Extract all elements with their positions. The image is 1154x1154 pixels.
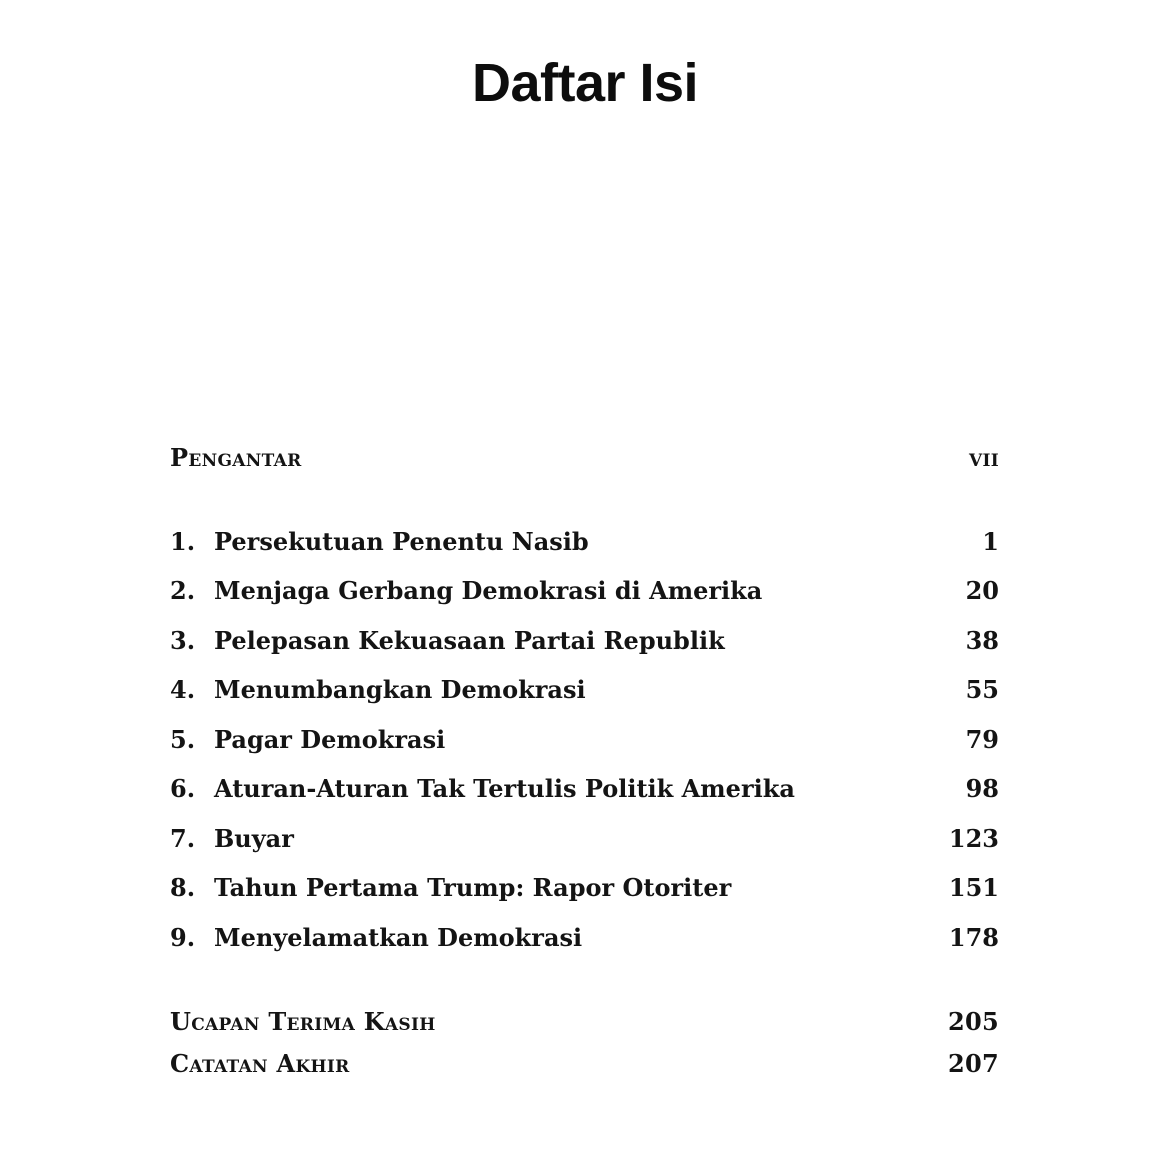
toc-chapter-entry — [170, 673, 999, 705]
chapter-title: Menjaga Gerbang Demokrasi di Amerika — [214, 575, 763, 605]
chapter-number: 9. — [170, 922, 196, 952]
toc-chapter-entry — [170, 871, 999, 903]
chapter-title: Pelepasan Kekuasaan Partai Republik — [214, 625, 725, 655]
chapter-page: 1 — [982, 526, 999, 556]
chapter-title: Pagar Demokrasi — [214, 724, 446, 754]
chapter-title: Tahun Pertama Trump: Rapor Otoriter — [214, 872, 732, 902]
chapter-page: 20 — [965, 575, 999, 605]
toc-chapter-entry — [170, 822, 999, 854]
toc-chapter-entry — [170, 574, 999, 606]
toc-entry-label: Catatan Akhir — [170, 1048, 350, 1078]
chapter-title: Menyelamatkan Demokrasi — [214, 922, 583, 952]
toc-entry-back-matter — [170, 1047, 999, 1079]
toc-chapter-entry — [170, 723, 999, 755]
chapter-title: Persekutuan Penentu Nasib — [214, 526, 589, 556]
chapter-page: 55 — [965, 674, 999, 704]
chapter-title: Buyar — [214, 823, 294, 853]
chapter-number: 2. — [170, 575, 196, 605]
chapter-number: 3. — [170, 625, 196, 655]
toc-entry-page: 205 — [948, 1006, 999, 1036]
toc-entry-label: Ucapan Terima Kasih — [170, 1006, 436, 1036]
chapter-title: Aturan-Aturan Tak Tertulis Politik Amerika — [214, 773, 795, 803]
chapter-title: Menumbangkan Demokrasi — [214, 674, 586, 704]
toc-chapter-entry — [170, 624, 999, 656]
chapter-number: 7. — [170, 823, 196, 853]
toc-entry-page: 207 — [948, 1048, 999, 1078]
toc-entry-label: Pengantar — [170, 442, 302, 472]
chapter-page: 151 — [948, 872, 999, 902]
toc-entry-page: vii — [969, 442, 999, 472]
toc-entry-back-matter — [170, 1005, 999, 1037]
chapter-number: 5. — [170, 724, 196, 754]
chapter-number: 8. — [170, 872, 196, 902]
chapter-number: 6. — [170, 773, 196, 803]
chapter-page: 123 — [948, 823, 999, 853]
chapter-number: 4. — [170, 674, 196, 704]
toc-chapter-entry — [170, 772, 999, 804]
page-title: Daftar Isi — [471, 53, 699, 113]
chapter-page: 79 — [965, 724, 999, 754]
toc-entry-front-matter — [170, 441, 999, 473]
toc-chapter-entry — [170, 921, 999, 953]
chapter-page: 38 — [965, 625, 999, 655]
toc-chapter-entry — [170, 525, 999, 557]
chapter-page: 178 — [948, 922, 999, 952]
chapter-page: 98 — [965, 773, 999, 803]
chapter-number: 1. — [170, 526, 196, 556]
